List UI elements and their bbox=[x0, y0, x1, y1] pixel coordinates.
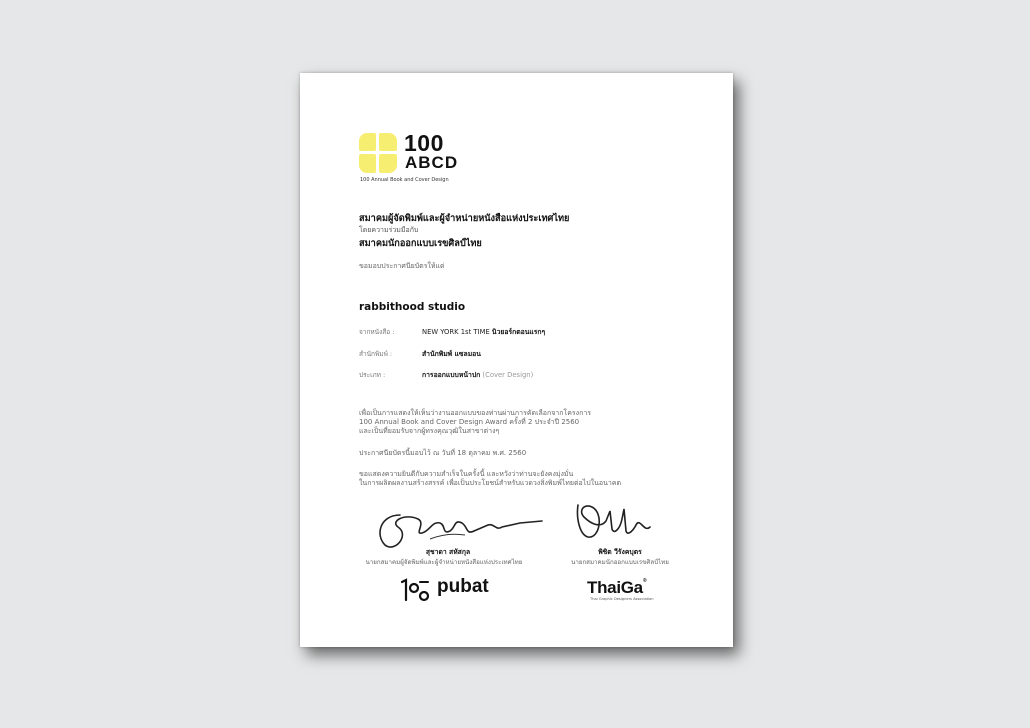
signature-right-icon bbox=[570, 499, 660, 547]
logo-number: 100 bbox=[404, 130, 444, 156]
thaiga-registered-mark: ® bbox=[642, 578, 647, 584]
logo-subtitle: 100 Annual Book and Cover Design bbox=[360, 177, 449, 183]
paragraph-line-1: เพื่อเป็นการแสดงให้เห็นว่างานออกแบบของท่านผ่านการคัดเลือกจากโครงการ bbox=[359, 409, 592, 417]
signatory-left-name: สุชาดา สหัสกุล bbox=[425, 548, 471, 556]
logo-letters: ABCD bbox=[405, 153, 459, 172]
org-secondary: สมาคมนักออกแบบเรขศิลป์ไทย bbox=[359, 238, 482, 249]
closing-line-2: ในการผลิตผลงานสร้างสรรค์ เพื่อเป็นประโยชน์สำหรับแวดวงสิ่งพิมพ์ไทยต่อไปในอนาคต bbox=[359, 479, 622, 487]
signatory-right-title: นายกสมาคมนักออกแบบเรขศิลป์ไทย bbox=[571, 559, 669, 566]
category-th: การออกแบบหน้าปก bbox=[422, 371, 481, 379]
signatory-right-name: พิชิต วีรังคบุตร bbox=[598, 548, 642, 556]
paragraph-line-2: 100 Annual Book and Cover Design Award ครั้งที่ 2 ประจำปี 2560 bbox=[359, 418, 580, 426]
book-title-th: นิวยอร์กตอนแรกๆ bbox=[491, 328, 546, 336]
abcd-logo-icon bbox=[359, 133, 397, 173]
row-label-category: ประเภท : bbox=[359, 371, 386, 379]
recipient-name: rabbithood studio bbox=[359, 301, 466, 313]
row-value-category bbox=[422, 369, 533, 380]
row-label-book: จากหนังสือ : bbox=[359, 328, 395, 336]
closing-line-1: ขอแสดงความยินดีกับความสำเร็จในครั้งนี้ และหวังว่าท่านจะยังคงมุ่งมั่น bbox=[359, 470, 574, 478]
category-en: (Cover Design) bbox=[482, 371, 534, 379]
issued-date-text: ประกาศนียบัตรนี้มอบไว้ ณ วันที่ 18 ตุลาคม พ.ศ. 2560 bbox=[359, 449, 527, 457]
paragraph-line-3: และเป็นที่ยอมรับจากผู้ทรงคุณวุฒิในสาขาต่างๆ bbox=[359, 427, 500, 435]
thaiga-logo-text bbox=[587, 578, 646, 598]
signatory-left-title: นายกสมาคมผู้จัดพิมพ์และผู้จำหน่ายหนังสือแห่งประเทศไทย bbox=[365, 559, 523, 566]
certificate-paper bbox=[300, 73, 733, 647]
pubat-logo-text: pubat bbox=[437, 576, 489, 597]
pubat-logo-icon bbox=[398, 578, 434, 604]
book-title-en: NEW YORK 1st TIME bbox=[422, 328, 490, 336]
publisher-name: สำนักพิมพ์ แซลมอน bbox=[422, 350, 481, 358]
org-primary: สมาคมผู้จัดพิมพ์และผู้จำหน่ายหนังสือแห่งประเทศไทย bbox=[359, 213, 570, 224]
row-value-book bbox=[422, 326, 545, 337]
thaiga-name: ThaiGa bbox=[587, 578, 643, 597]
thaiga-subtitle: Thai Graphic Designers Association bbox=[590, 597, 654, 601]
cooperation-text: โดยความร่วมมือกับ bbox=[359, 226, 419, 234]
row-value-publisher bbox=[422, 348, 481, 359]
certify-text: ขอมอบประกาศนียบัตรให้แด่ bbox=[359, 262, 445, 270]
row-label-publisher: สำนักพิมพ์ : bbox=[359, 350, 393, 358]
